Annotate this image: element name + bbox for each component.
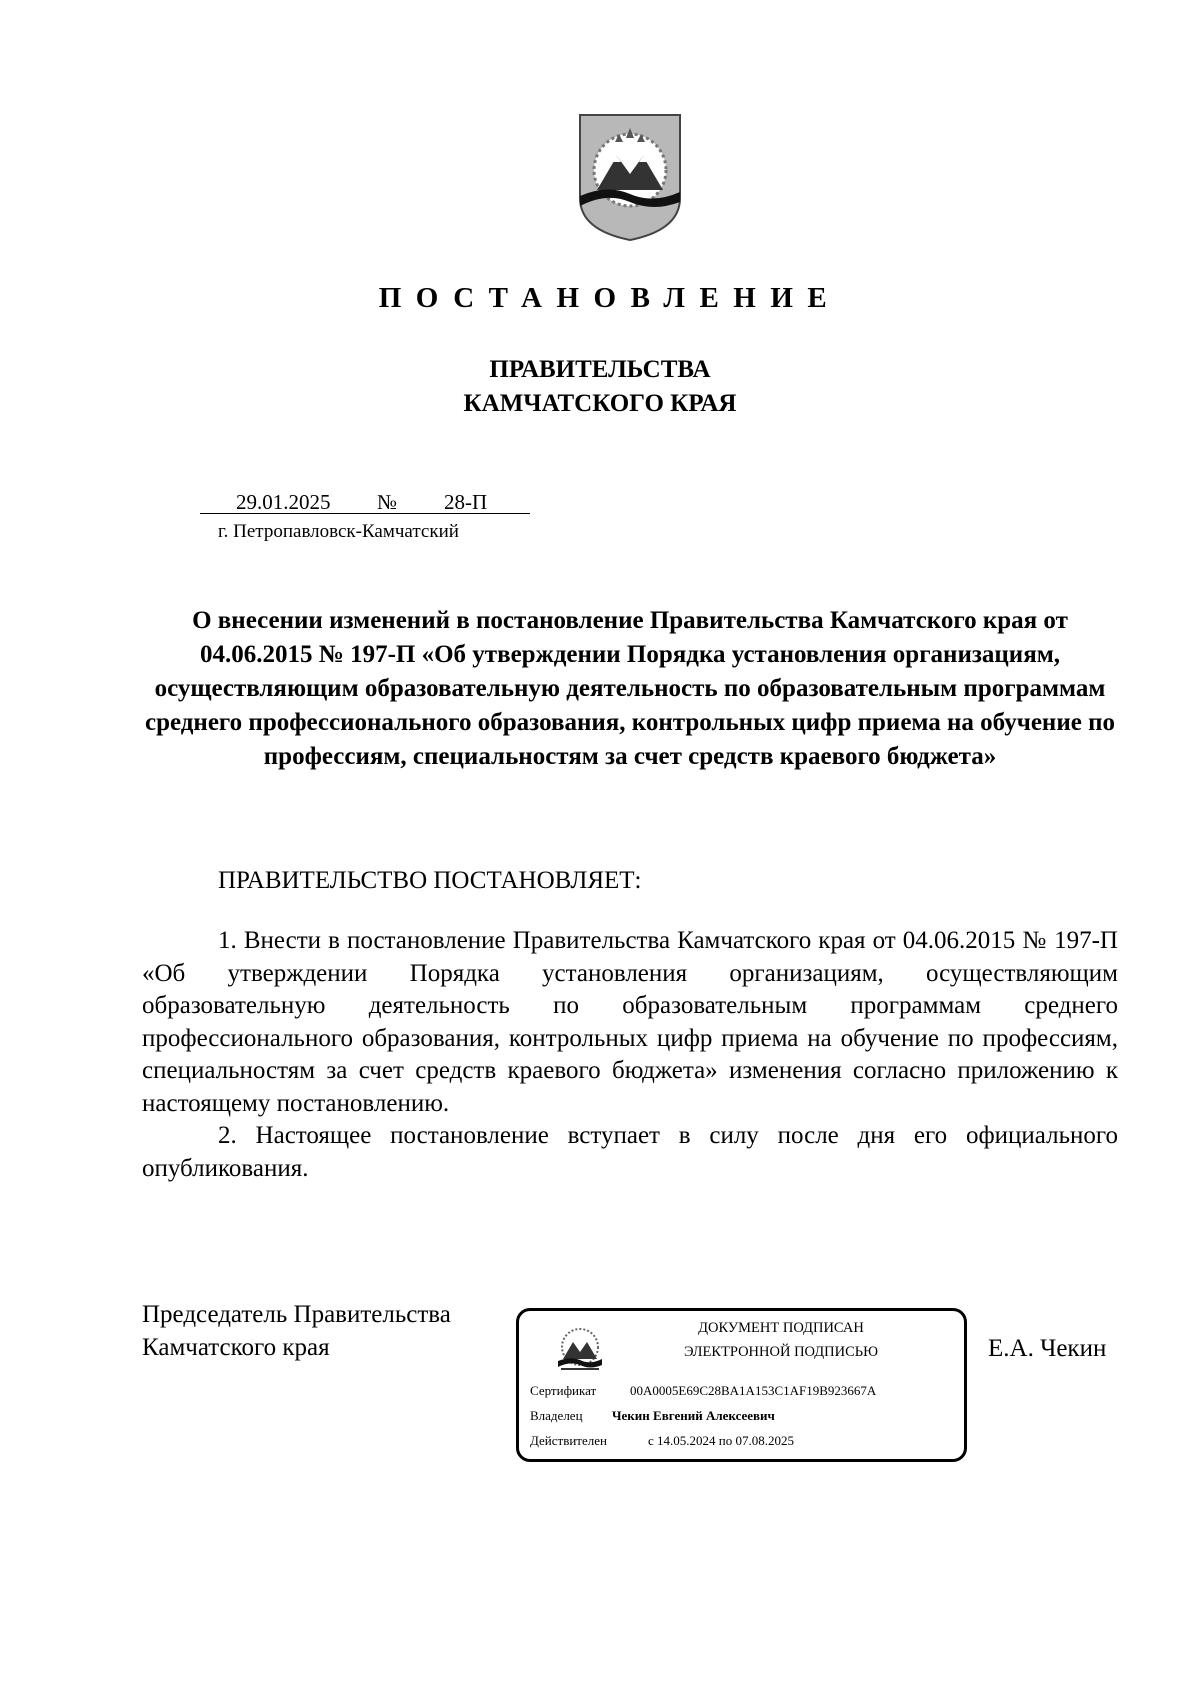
document-number: 28-П bbox=[444, 490, 488, 514]
number-sign: № bbox=[377, 490, 398, 514]
registration-underline bbox=[200, 513, 530, 514]
decree-heading: ПРАВИТЕЛЬСТВО ПОСТАНОВЛЯЕТ: bbox=[218, 867, 642, 894]
certificate-label: Сертификат bbox=[530, 1383, 597, 1398]
issuer-line-2: КАМЧАТСКОГО КРАЯ bbox=[463, 390, 737, 417]
owner-label: Владелец bbox=[530, 1408, 583, 1423]
certificate-row bbox=[530, 1383, 877, 1399]
body-paragraph-2: 2. Настоящее постановление вступает в силу после дня его официального опубликования. bbox=[142, 1122, 1118, 1182]
document-subject: О внесении изменений в постановление Правительства Камчатского края от 04.06.2015 № 197-П «Об утверждении Порядка установления организациям, осуществляющим образовательную деятельность по образовательным программам среднего профессионального образования, контрольных цифр приема на обучение по профессиям, специальностям за счет средств краевого бюджета» bbox=[145, 607, 1115, 770]
issuer-line-1: ПРАВИТЕЛЬСТВА bbox=[489, 356, 711, 383]
signatory-name: Е.А. Чекин bbox=[988, 1335, 1107, 1362]
validity-label: Действителен bbox=[530, 1433, 607, 1448]
kamchatka-coat-of-arms-icon bbox=[577, 112, 683, 242]
validity-row bbox=[530, 1433, 794, 1449]
issue-place: г. Петропавловск-Камчатский bbox=[218, 521, 459, 542]
signatory-title-line-1: Председатель Правительства bbox=[142, 1301, 451, 1328]
document-date: 29.01.2025 bbox=[236, 490, 331, 514]
stamp-heading-line-1: ДОКУМЕНТ ПОДПИСАН bbox=[698, 1320, 864, 1336]
owner-value: Чекин Евгений Алексеевич bbox=[612, 1408, 775, 1423]
document-body bbox=[142, 925, 1118, 1185]
signatory-title bbox=[142, 1298, 451, 1364]
validity-value: с 14.05.2024 по 07.08.2025 bbox=[648, 1433, 794, 1448]
certificate-value: 00A0005E69C28BA1A153C1AF19B923667A bbox=[630, 1383, 877, 1398]
body-paragraph-1: 1. Внести в постановление Правительства Камчатского края от 04.06.2015 № 197-П «Об утверждении Порядка установления организациям, осуществляющим образовательную деятельность по образовательным программам среднего профессионального образования, контрольных цифр приема на обучение по профессиям, специальностям за счет средств краевого бюджета» изменения согласно приложению к настоящему постановлению. bbox=[142, 927, 1118, 1117]
owner-row bbox=[530, 1408, 775, 1424]
document-type-title: ПОСТАНОВЛЕНИЕ bbox=[378, 282, 842, 314]
kamchatka-coat-of-arms-icon bbox=[557, 1325, 603, 1377]
electronic-signature-stamp bbox=[516, 1308, 967, 1462]
stamp-heading-line-2: ЭЛЕКТРОННОЙ ПОДПИСЬЮ bbox=[683, 1344, 879, 1360]
signatory-title-line-2: Камчатского края bbox=[142, 1334, 330, 1361]
